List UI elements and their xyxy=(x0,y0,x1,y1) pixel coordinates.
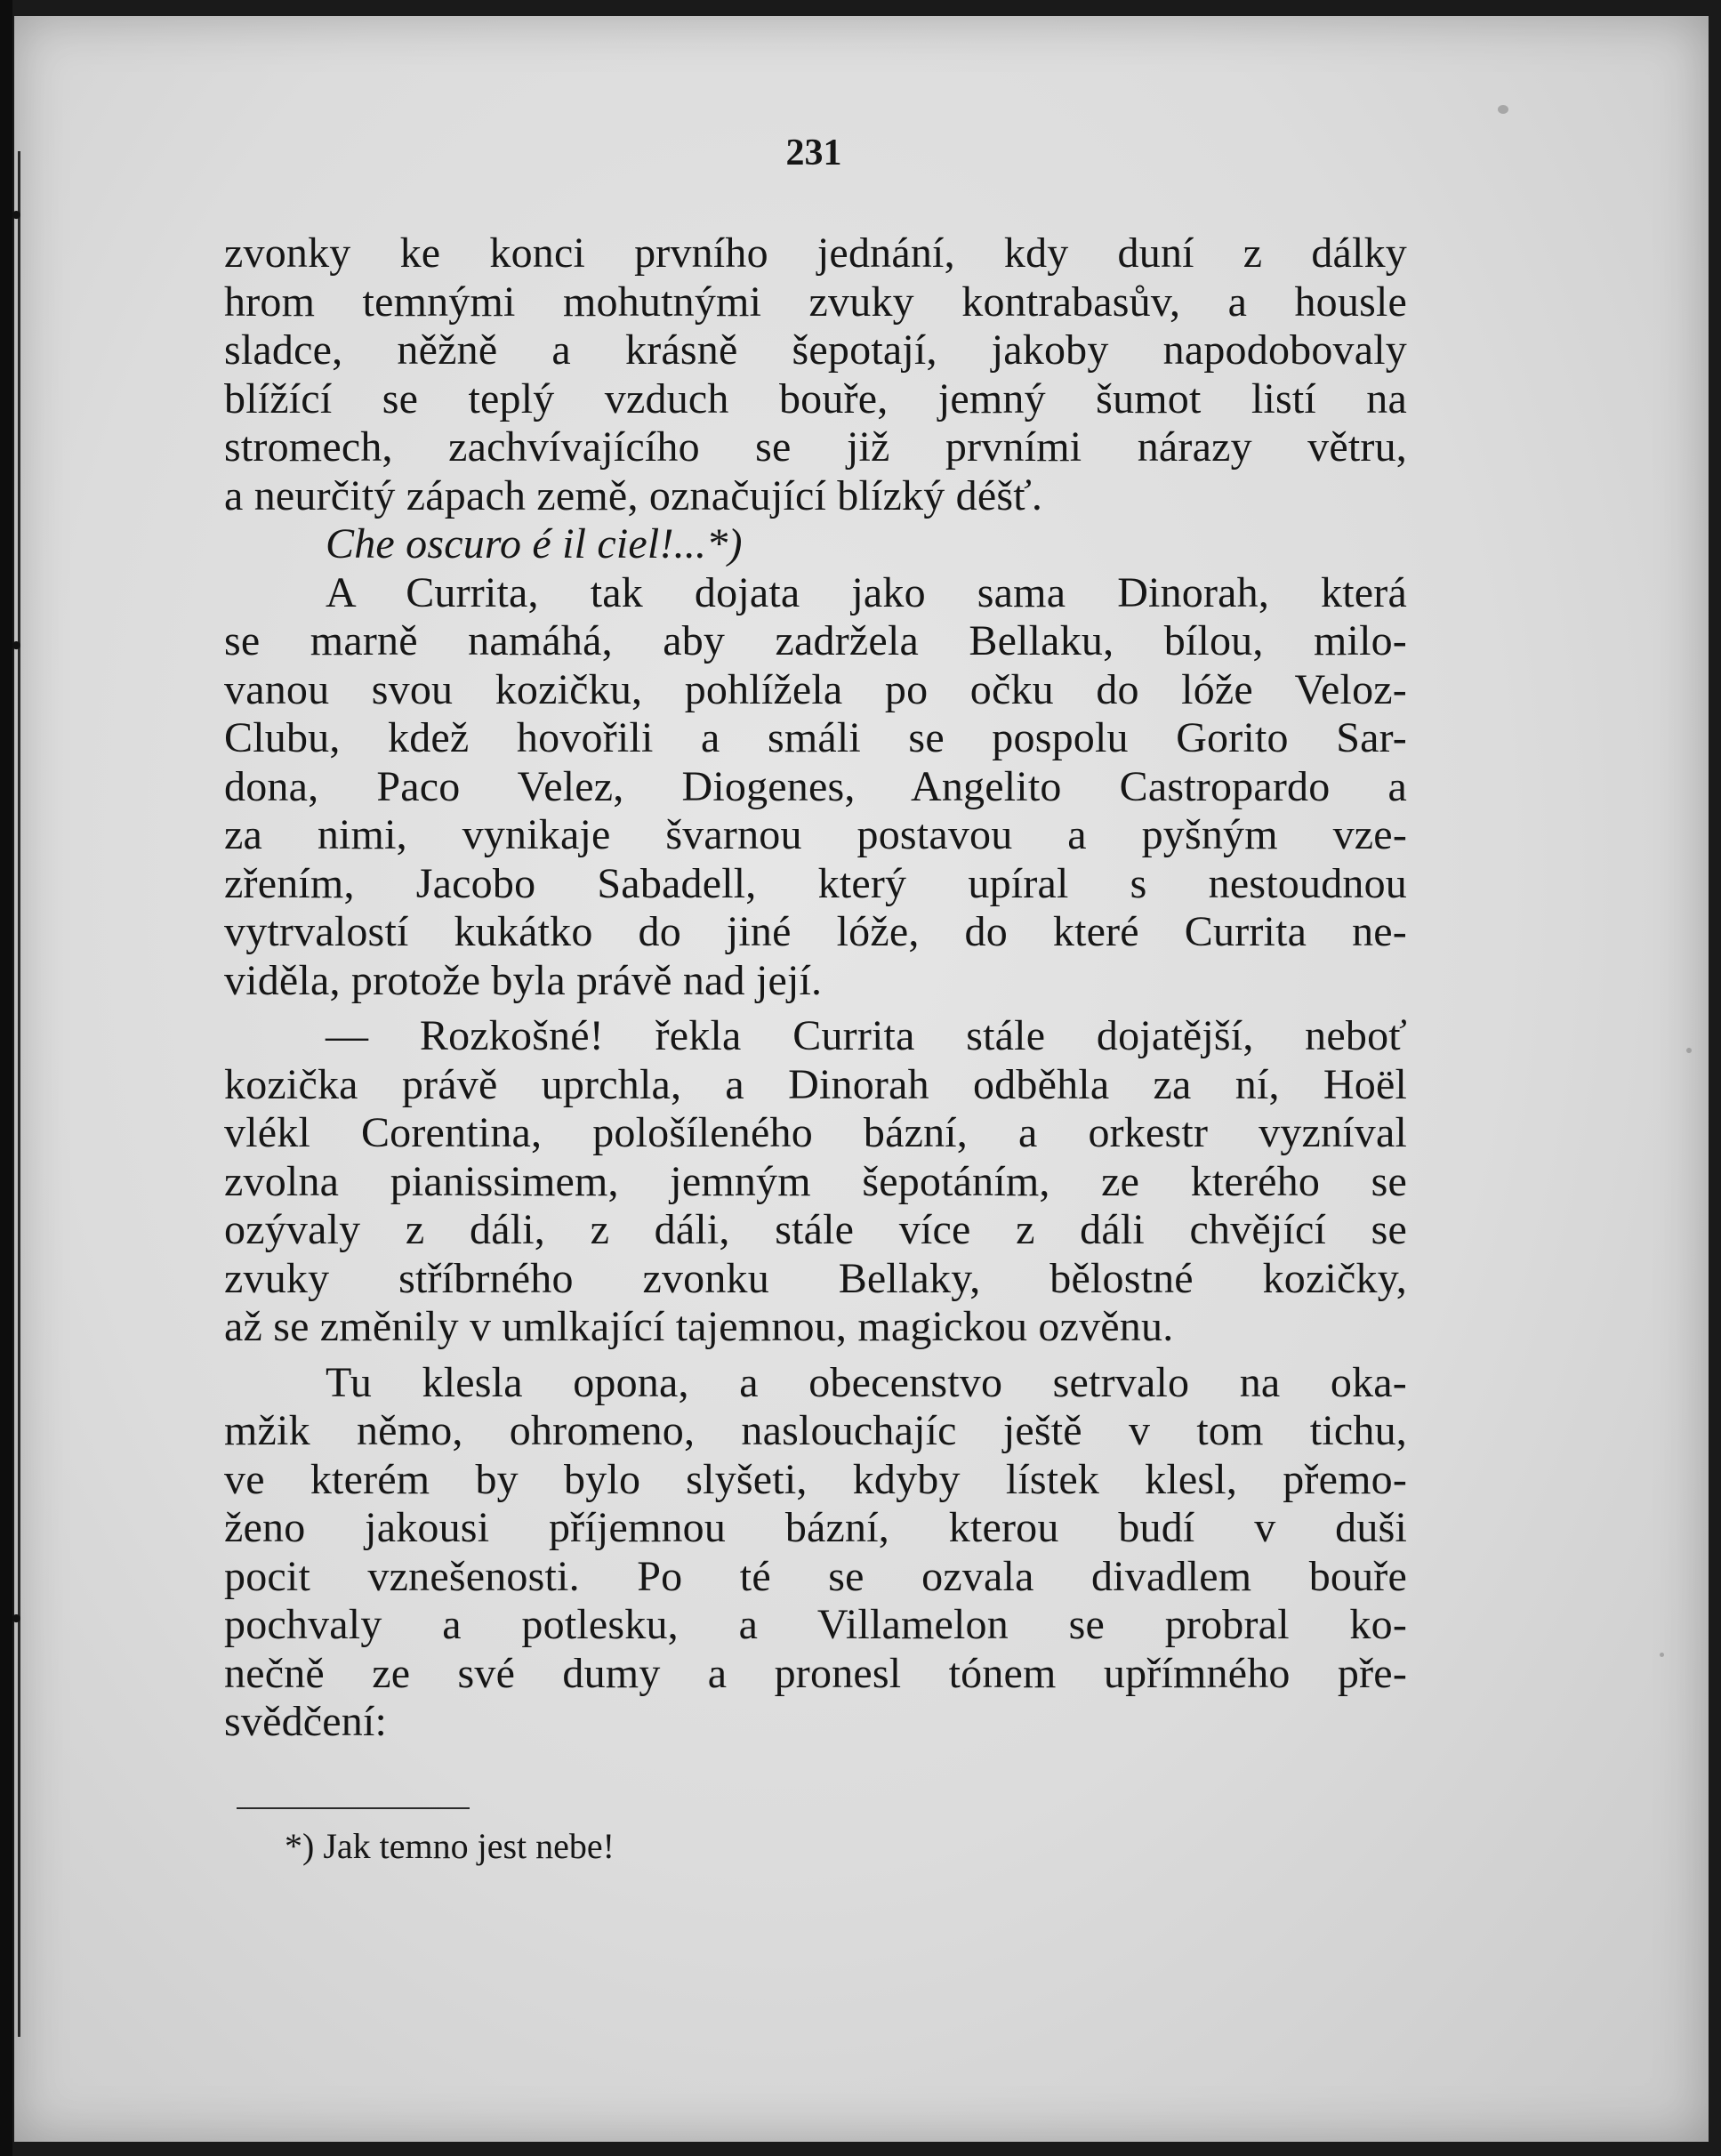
text-line: pochvaly a potlesku, a Villamelon se probral ko- xyxy=(224,1601,1407,1648)
ink-speck xyxy=(1686,1048,1692,1053)
text-line: nečně ze své dumy a pronesl tónem upřímného pře- xyxy=(224,1649,1407,1697)
text-line: zvuky stříbrného zvonku Bellaky, bělostné kozičky, xyxy=(224,1254,1407,1302)
text-line: A Currita, tak dojata jako sama Dinorah, která xyxy=(326,568,1407,616)
paragraph-gap xyxy=(224,1005,1407,1012)
text-line: dona, Paco Velez, Diogenes, Angelito Castropardo a xyxy=(224,762,1407,810)
book-spine xyxy=(0,0,12,2156)
body-text xyxy=(224,229,1407,1747)
text-line: Tu klesla opona, a obecenstvo setrvalo na oka- xyxy=(326,1358,1407,1406)
text-line: se marně namáhá, aby zadržela Bellaku, bílou, milo- xyxy=(224,617,1407,664)
binding-stitch: • xyxy=(9,1606,24,1633)
paragraph-1 xyxy=(224,229,1407,520)
text-line: ženo jakousi příjemnou bázní, kterou budí v duši xyxy=(224,1504,1407,1551)
text-line: Clubu, kdež hovořili a smáli se pospolu Gorito Sar- xyxy=(224,714,1407,761)
text-line: zvonky ke konci prvního jednání, kdy duní z dálky xyxy=(224,229,1407,277)
footnote: *) Jak temno jest nebe! xyxy=(285,1826,615,1866)
paragraph-2 xyxy=(224,569,1407,1006)
text-line: zvolna pianissimem, jemným šepotáním, ze kterého se xyxy=(224,1157,1407,1205)
text-line: ve kterém by bylo slyšeti, kdyby lístek klesl, přemo- xyxy=(224,1455,1407,1503)
text-line: za nimi, vynikaje švarnou postavou a pyšným vze- xyxy=(224,811,1407,858)
ink-speck xyxy=(1498,105,1508,114)
text-line: kozička právě uprchla, a Dinorah odběhla za ní, Hoël xyxy=(224,1060,1407,1108)
text-line: vytrvalostí kukátko do jiné lóže, do které Currita ne- xyxy=(224,908,1407,955)
text-line: vlékl Corentina, pološíleného bázní, a orkestr vyzníval xyxy=(224,1109,1407,1156)
text-line: blížící se teplý vzduch bouře, jemný šumot listí na xyxy=(224,374,1407,422)
text-line: mžik němo, ohromeno, naslouchajíc ještě v tom tichu, xyxy=(224,1407,1407,1454)
text-line: pocit vznešenosti. Po té se ozvala divadlem bouře xyxy=(224,1552,1407,1600)
paragraph-4 xyxy=(224,1359,1407,1747)
footnote-rule xyxy=(237,1807,470,1809)
paragraph-gap xyxy=(224,1352,1407,1359)
text-line: svědčení: xyxy=(224,1698,388,1745)
text-line: viděla, protože byla právě nad její. xyxy=(224,956,823,1004)
text-line: ozývaly z dáli, z dáli, stále více z dáli chvějící se xyxy=(224,1206,1407,1253)
text-line: vanou svou kozičku, pohlížela po očku do lóže Veloz- xyxy=(224,665,1407,713)
paragraph-3 xyxy=(224,1012,1407,1352)
text-line: Che oscuro é il ciel!...*) xyxy=(326,520,743,567)
text-line: hrom temnými mohutnými zvuky kontrabasův, a housle xyxy=(224,278,1407,326)
text-line: — Rozkošné! řekla Currita stále dojatější, neboť xyxy=(326,1012,1407,1059)
text-line: sladce, něžně a krásně šepotají, jakoby napodobovaly xyxy=(224,326,1407,374)
text-line: a neurčitý zápach země, označující blízký déšť. xyxy=(224,471,1043,519)
ink-speck xyxy=(1660,1653,1664,1657)
text-line: stromech, zachvívajícího se již prvními nárazy větru, xyxy=(224,423,1407,471)
text-line: až se změnily v umlkající tajemnou, magickou ozvěnu. xyxy=(224,1303,1174,1350)
italic-quote xyxy=(224,520,1407,569)
page-number: 231 xyxy=(785,133,842,173)
text-line: zřením, Jacobo Sabadell, který upíral s nestoudnou xyxy=(224,859,1407,907)
binding-line xyxy=(18,151,20,2037)
binding-stitch: • xyxy=(9,203,24,229)
binding-stitch: • xyxy=(9,633,24,660)
